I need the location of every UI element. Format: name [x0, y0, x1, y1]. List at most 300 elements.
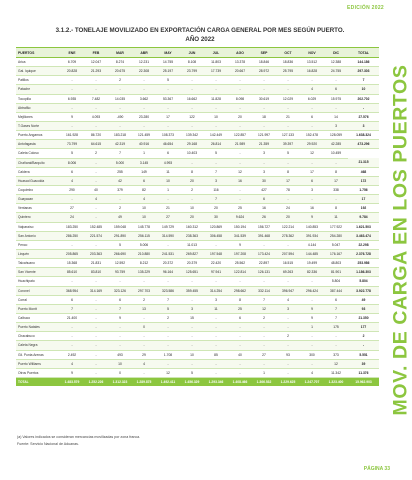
table-cell: 24 [60, 213, 84, 222]
table-row [16, 94, 379, 103]
table-cell: 152.478 [300, 131, 324, 140]
table-cell: 205.865 [60, 249, 84, 258]
port-name-cell: Caleta Negra [16, 341, 60, 350]
port-name-cell: Mejillones [16, 112, 60, 121]
table-cell: 18.836 [276, 58, 300, 67]
table-cell: 297.703 [132, 286, 156, 295]
port-name-cell: Gli. Punta Arenas [16, 350, 60, 359]
table-cell: 17.739 [204, 67, 228, 76]
port-name-cell: Huachipato [16, 277, 60, 286]
table-cell: 6 [324, 85, 348, 94]
table-cell: 278.362 [276, 231, 300, 240]
table-cell: 3 [252, 149, 276, 158]
table-cell: 16.515 [276, 259, 300, 268]
table-cell: - [156, 277, 180, 286]
total-cell: 1.492.411 [156, 377, 180, 386]
table-row [16, 304, 379, 313]
table-cell: - [180, 323, 204, 332]
table-cell: 42 [108, 176, 132, 185]
table-cell: 6 [132, 176, 156, 185]
table-cell: 21.315 [348, 158, 379, 167]
table-cell: 12.029 [276, 94, 300, 103]
table-cell: - [204, 158, 228, 167]
table-cell: - [204, 368, 228, 377]
table-cell: 473.296 [348, 140, 379, 149]
table-row [16, 185, 379, 194]
table-cell: 11.803 [204, 58, 228, 67]
port-name-cell: Huasco/Guacolda [16, 176, 60, 185]
table-cell: 150.194 [228, 222, 252, 231]
table-cell: 7 [324, 313, 348, 322]
table-cell: 122.857 [228, 131, 252, 140]
table-cell: 13 [132, 304, 156, 313]
table-cell: 13.378 [228, 58, 252, 67]
port-name-cell: Chañaral/Barquito [16, 158, 60, 167]
port-name-cell: Caleta Coloso [16, 149, 60, 158]
table-cell: 24 [276, 204, 300, 213]
table-cell: 6.935 [60, 94, 84, 103]
table-row [16, 58, 379, 67]
table-cell: - [60, 121, 84, 130]
table-cell: 175 [324, 323, 348, 332]
table-cell: 149 [132, 167, 156, 176]
table-cell: - [348, 341, 379, 350]
table-cell: 28.972 [252, 67, 276, 76]
table-cell: 126.131 [252, 268, 276, 277]
table-cell: 20 [228, 112, 252, 121]
table-cell: - [60, 195, 84, 204]
total-cell: 1.229.625 [276, 377, 300, 386]
table-cell: 5 [276, 149, 300, 158]
table-cell: 5.047 [324, 240, 348, 249]
table-cell: 8.108 [180, 58, 204, 67]
table-cell: - [276, 158, 300, 167]
table-cell: 78 [276, 185, 300, 194]
table-cell: - [324, 341, 348, 350]
table-cell: 140.853 [300, 222, 324, 231]
table-cell: - [228, 85, 252, 94]
table-cell: - [276, 240, 300, 249]
table-row [16, 167, 379, 176]
table-cell: 7 [108, 149, 132, 158]
table-cell: - [204, 332, 228, 341]
table-row [16, 332, 379, 341]
port-name-cell: Quintero [16, 213, 60, 222]
port-name-cell: Penco [16, 240, 60, 249]
table-cell: 9.784 [348, 213, 379, 222]
table-cell: - [228, 158, 252, 167]
table-cell: - [204, 341, 228, 350]
table-cell: - [276, 368, 300, 377]
table-cell: - [228, 185, 252, 194]
table-cell: 69.263 [276, 268, 300, 277]
table-cell: 7 [60, 304, 84, 313]
table-cell: 10 [348, 85, 379, 94]
table-cell: 2.376.728 [348, 249, 379, 258]
table-cell: 8 [276, 167, 300, 176]
table-cell: - [84, 204, 108, 213]
table-cell: 30 [252, 176, 276, 185]
table-row [16, 176, 379, 185]
table-cell: - [276, 121, 300, 130]
table-cell: 11.342 [324, 368, 348, 377]
table-cell: 20.379 [180, 259, 204, 268]
port-name-cell: San Vicente [16, 268, 60, 277]
table-cell: - [84, 359, 108, 368]
table-notes [17, 434, 140, 448]
table-cell: 207.594 [276, 249, 300, 258]
table-cell: 2 [108, 204, 132, 213]
table-cell: - [300, 295, 324, 304]
table-cell: - [276, 313, 300, 322]
table-cell: - [156, 323, 180, 332]
port-name-cell: Patillos [16, 76, 60, 85]
table-cell: - [204, 277, 228, 286]
table-cell: 6.709 [60, 58, 84, 67]
table-cell: 7 [204, 167, 228, 176]
table-cell: 192 [348, 204, 379, 213]
table-cell: - [84, 76, 108, 85]
port-name-cell: San Antonio [16, 231, 60, 240]
table-cell: - [276, 76, 300, 85]
table-cell: 22.298 [348, 240, 379, 249]
table-cell: - [300, 195, 324, 204]
table-cell: - [84, 350, 108, 359]
port-name-cell: Gal. Iquique [16, 67, 60, 76]
table-cell: - [108, 85, 132, 94]
table-cell: 18.846 [252, 58, 276, 67]
table-row [16, 268, 379, 277]
table-cell: 40 [228, 350, 252, 359]
table-cell: 14.035 [108, 94, 132, 103]
table-row [16, 249, 379, 258]
table-cell: 53.367 [156, 94, 180, 103]
table-cell: 1 [252, 368, 276, 377]
total-cell: 1.252.226 [84, 377, 108, 386]
table-cell: 6 [60, 167, 84, 176]
table-cell: - [108, 121, 132, 130]
table-cell: 9 [60, 112, 84, 121]
table-cell: - [324, 195, 348, 204]
table-cell: 12 [252, 304, 276, 313]
table-cell: 15.368 [60, 259, 84, 268]
table-cell: 49 [348, 295, 379, 304]
table-cell: 7 [324, 304, 348, 313]
table-cell: 4.993 [156, 158, 180, 167]
table-cell: - [228, 341, 252, 350]
table-cell: 22.897 [252, 259, 276, 268]
table-cell: 156.727 [252, 222, 276, 231]
table-cell: 396.947 [276, 286, 300, 295]
table-cell: - [132, 121, 156, 130]
table-cell: - [180, 195, 204, 204]
table-cell: 30 [204, 213, 228, 222]
table-cell: 17 [348, 195, 379, 204]
table-cell: 144.485 [300, 249, 324, 258]
column-header: MAY [156, 48, 180, 58]
table-title [20, 26, 380, 44]
table-cell: - [84, 85, 108, 94]
table-cell: 379 [108, 185, 132, 194]
table-cell: 341.539 [228, 231, 252, 240]
table-cell: - [276, 195, 300, 204]
table-cell: - [156, 341, 180, 350]
table-cell: 7.482 [84, 94, 108, 103]
table-cell: 116 [204, 185, 228, 194]
table-cell: - [204, 103, 228, 112]
table-row [16, 341, 379, 350]
table-cell: 269.827 [180, 249, 204, 258]
table-cell: 121.997 [252, 131, 276, 140]
table-cell: 314.590 [156, 231, 180, 240]
column-header: ABR [132, 48, 156, 58]
table-cell: 15.975 [324, 94, 348, 103]
table-cell: 3 [348, 121, 379, 130]
table-cell: 3 [300, 185, 324, 194]
table-row [16, 76, 379, 85]
table-cell: - [252, 121, 276, 130]
table-row [16, 368, 379, 377]
table-cell: - [252, 76, 276, 85]
table-cell: - [156, 103, 180, 112]
column-header: SEP [252, 48, 276, 58]
table-cell: 427 [252, 185, 276, 194]
table-cell: 4 [84, 195, 108, 204]
table-cell: 1 [300, 323, 324, 332]
table-cell: 6 [60, 295, 84, 304]
table-cell: 6 [300, 112, 324, 121]
table-cell: - [252, 240, 276, 249]
port-name-cell: Antofagasta [16, 140, 60, 149]
table-cell: - [228, 103, 252, 112]
table-cell: 2 [156, 313, 180, 322]
table-cell: 238.363 [180, 231, 204, 240]
table-cell: - [156, 332, 180, 341]
table-cell: - [300, 359, 324, 368]
table-cell: - [204, 85, 228, 94]
table-header-row [16, 48, 379, 58]
table-cell: 12.388 [324, 58, 348, 67]
table-cell: 10 [180, 204, 204, 213]
table-cell: 3.145 [132, 158, 156, 167]
table-cell: - [324, 76, 348, 85]
table-cell: - [84, 103, 108, 112]
table-cell: 25 [228, 304, 252, 313]
table-cell: - [300, 332, 324, 341]
table-cell: 0 [132, 323, 156, 332]
table-cell: 19.499 [300, 259, 324, 268]
table-cell: 10 [108, 359, 132, 368]
table-cell: 160.312 [180, 222, 204, 231]
table-cell: - [228, 76, 252, 85]
table-cell: 145.778 [132, 222, 156, 231]
table-cell: - [228, 195, 252, 204]
table-row [16, 350, 379, 359]
table-cell: 6 [228, 313, 252, 322]
port-name-cell: Abtrafão [16, 103, 60, 112]
table-cell: 3 [204, 176, 228, 185]
table-row [16, 112, 379, 121]
table-cell: 338 [324, 185, 348, 194]
table-cell: 1.186.303 [348, 268, 379, 277]
table-cell: 6 [108, 295, 132, 304]
table-cell: 122 [180, 112, 204, 121]
table-cell: - [108, 103, 132, 112]
table-cell: - [132, 341, 156, 350]
table-cell: 30.619 [252, 94, 276, 103]
table-cell: 96.164 [156, 268, 180, 277]
table-cell: - [252, 158, 276, 167]
table-cell: 2 [276, 332, 300, 341]
table-cell: - [132, 332, 156, 341]
table-cell: - [204, 121, 228, 130]
table-cell: 210.880 [132, 249, 156, 258]
table-cell: 4.093 [84, 112, 108, 121]
table-cell: 93 [348, 304, 379, 313]
table-cell: 27.576 [348, 112, 379, 121]
table-cell: 11.013 [180, 240, 204, 249]
table-cell: 2 [180, 185, 204, 194]
table-cell: 5.804 [324, 277, 348, 286]
port-name-cell: Lirquén [16, 249, 60, 258]
table-cell: - [180, 85, 204, 94]
table-cell: 197.548 [204, 249, 228, 258]
table-cell: 20.828 [60, 67, 84, 76]
table-cell: 368.954 [60, 286, 84, 295]
table-cell: 10 [156, 176, 180, 185]
table-cell: 21.350 [348, 313, 379, 322]
table-cell: 9 [300, 304, 324, 313]
table-cell: 25 [228, 204, 252, 213]
column-header: PUERTOS [16, 48, 60, 58]
table-cell: 86.720 [84, 131, 108, 140]
table-cell: - [132, 277, 156, 286]
table-cell: - [156, 121, 180, 130]
table-cell: - [132, 85, 156, 94]
table-cell: 14 [324, 112, 348, 121]
table-cell: 144.186 [348, 58, 379, 67]
table-cell: 8 [324, 204, 348, 213]
port-name-cell: Puerto Montt [16, 304, 60, 313]
total-cell: 1.366.532 [252, 377, 276, 386]
table-cell: 21 [156, 204, 180, 213]
table-row [16, 295, 379, 304]
table-cell: 387.444 [324, 286, 348, 295]
table-cell: 2 [348, 332, 379, 341]
table-cell: - [228, 368, 252, 377]
table-cell: 23.799 [180, 67, 204, 76]
total-cell: 1.483.579 [60, 377, 84, 386]
table-cell: 8.274 [108, 58, 132, 67]
table-cell: 17 [156, 112, 180, 121]
table-row [16, 204, 379, 213]
table-cell: 3 [276, 304, 300, 313]
table-cell: 9 [300, 213, 324, 222]
table-cell: - [228, 149, 252, 158]
table-cell: 5.006 [132, 240, 156, 249]
table-cell: - [180, 158, 204, 167]
table-cell: - [324, 158, 348, 167]
table-row [16, 103, 379, 112]
table-cell: - [252, 85, 276, 94]
table-cell: - [204, 313, 228, 322]
table-cell: 391.468 [252, 231, 276, 240]
table-cell: 291.890 [108, 231, 132, 240]
table-cell: 10 [132, 213, 156, 222]
table-cell: - [84, 313, 108, 322]
table-row [16, 313, 379, 322]
table-cell: 121.459 [132, 131, 156, 140]
table-row [16, 277, 379, 286]
table-cell: - [84, 341, 108, 350]
table-cell: 7 [252, 295, 276, 304]
table-cell: 120.869 [204, 222, 228, 231]
total-cell: 1.247.707 [300, 377, 324, 386]
table-cell: - [348, 103, 379, 112]
table-cell: 21.989 [228, 140, 252, 149]
port-name-cell: Coquimbo [16, 185, 60, 194]
table-cell: - [84, 277, 108, 286]
table-cell: - [132, 313, 156, 322]
table-cell: 21 [276, 112, 300, 121]
table-cell: - [180, 103, 204, 112]
table-cell: 4 [276, 295, 300, 304]
table-cell: 4.144 [300, 240, 324, 249]
table-cell: - [228, 323, 252, 332]
table-cell: 42.285 [324, 140, 348, 149]
table-cell: 6 [252, 195, 276, 204]
table-cell: - [300, 158, 324, 167]
table-cell: 39.397 [276, 140, 300, 149]
table-cell: 16.828 [300, 67, 324, 76]
table-cell: 18 [252, 112, 276, 121]
table-cell: - [84, 167, 108, 176]
table-cell: - [252, 332, 276, 341]
port-name-cell: Ventanas [16, 204, 60, 213]
table-cell: 332.114 [252, 286, 276, 295]
table-cell: 12.231 [132, 58, 156, 67]
table-cell: 6.029 [300, 94, 324, 103]
table-cell: 1.708 [156, 350, 180, 359]
table-cell: 13.512 [300, 58, 324, 67]
table-cell: 27 [252, 350, 276, 359]
table-cell: 22.420 [204, 259, 228, 268]
note-source: Fuente: Servicio Nacional de Aduanas. [17, 442, 79, 446]
table-cell: 25.795 [276, 67, 300, 76]
table-cell: - [60, 332, 84, 341]
table-cell: 20 [180, 213, 204, 222]
table-cell: 40.916 [132, 140, 156, 149]
table-cell: 1.621.503 [348, 222, 379, 231]
table-cell: - [180, 277, 204, 286]
table-cell: 4 [132, 195, 156, 204]
title-line-1: 3.1.2.- TONELAJE MOVILIZADO EN EXPORTACIÓN CARGA GENERAL POR MES SEGÚN PUERTO. [55, 27, 345, 34]
table-cell: 29 [132, 350, 156, 359]
table-cell: 10.459 [324, 149, 348, 158]
table-cell: 21.359 [252, 140, 276, 149]
table-cell: 11.376 [348, 368, 379, 377]
table-row [16, 231, 379, 240]
table-cell: 26.814 [204, 140, 228, 149]
table-cell: - [132, 103, 156, 112]
table-cell: 12 [156, 368, 180, 377]
table-cell: 9 [300, 313, 324, 322]
table-cell: 48.803 [324, 259, 348, 268]
edition-label: EDICIÓN 2022 [347, 5, 384, 11]
table-cell: - [60, 323, 84, 332]
table-cell: 2 [84, 149, 108, 158]
table-cell: - [84, 304, 108, 313]
